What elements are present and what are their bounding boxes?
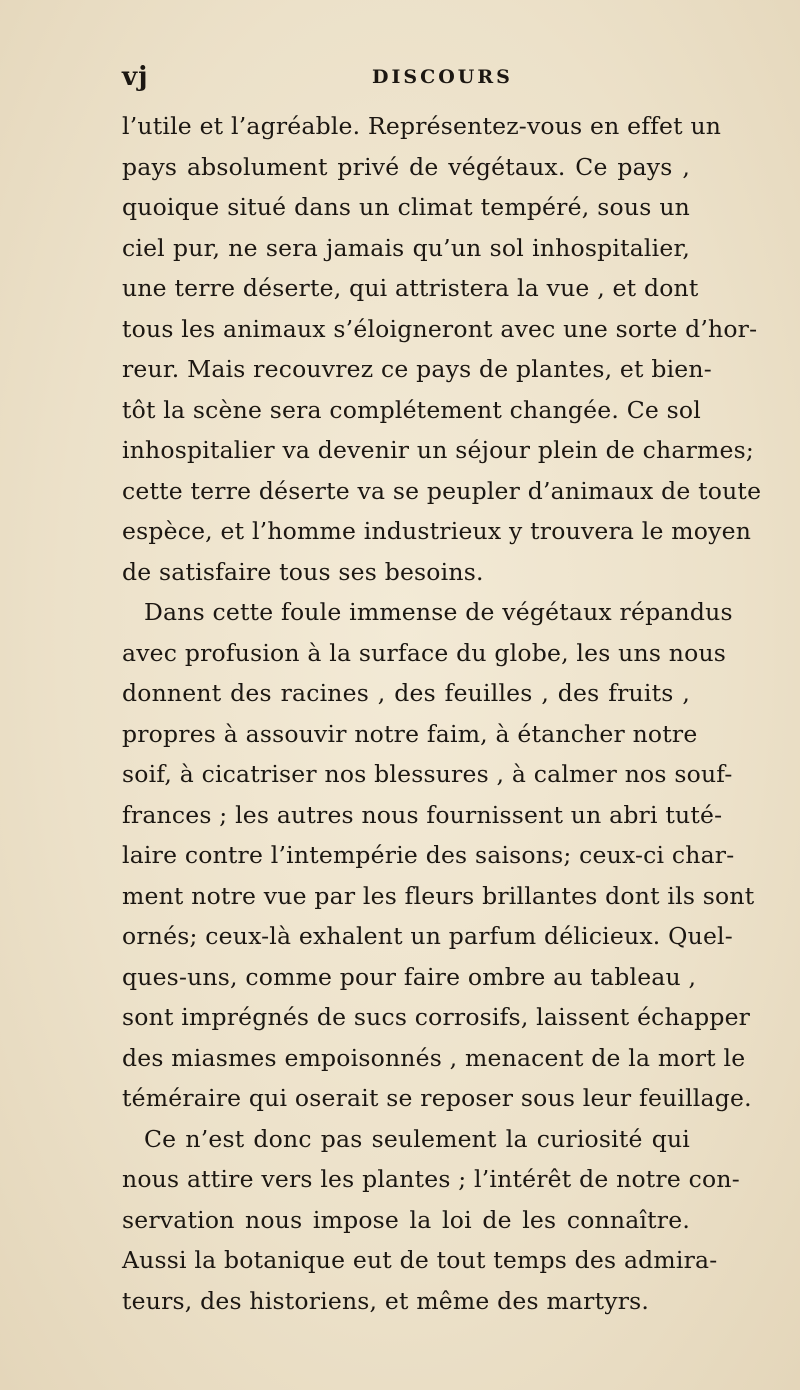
- body-text: [122, 106, 762, 1321]
- text-line: l’utile et l’agréable. Représentez-vous en effet un: [122, 112, 722, 140]
- text-line: nous attire vers les plantes ; l’intérêt de notre con-: [122, 1165, 740, 1193]
- text-line: Dans cette foule immense de végétaux répandus: [144, 598, 733, 626]
- text-line: teurs, des historiens, et même des martyrs.: [122, 1286, 650, 1315]
- text-line: quoique situé dans un climat tempéré, sous un: [122, 193, 690, 221]
- text-line: sont imprégnés de sucs corrosifs, laissent échapper: [122, 1003, 751, 1031]
- text-line: téméraire qui oserait se reposer sous leur feuillage.: [122, 1084, 752, 1112]
- text-line: ment notre vue par les fleurs brillantes dont ils sont: [122, 881, 755, 910]
- text-line: servation nous impose la loi de les connaître.: [122, 1205, 690, 1234]
- text-line: Aussi la botanique eut de tout temps des admira-: [122, 1246, 718, 1274]
- text-line: espèce, et l’homme industrieux y trouvera le moyen: [122, 517, 752, 545]
- running-head: DISCOURS: [372, 66, 513, 88]
- text-line: ornés; ceux-là exhalent un parfum délicieux. Quel-: [122, 922, 733, 950]
- text-line: ques-uns, comme pour faire ombre au tableau ,: [122, 962, 697, 991]
- text-line: pays absolument privé de végétaux. Ce pays ,: [122, 152, 690, 181]
- page-header: [122, 62, 682, 102]
- text-line: une terre déserte, qui attristera la vue , et dont: [122, 274, 699, 302]
- page-number: vj: [122, 62, 149, 92]
- text-line: frances ; les autres nous fournissent un abri tuté-: [122, 800, 723, 829]
- text-line: des miasmes empoisonnés , menacent de la mort le: [122, 1043, 746, 1072]
- text-line: de satisfaire tous ses besoins.: [122, 557, 484, 586]
- text-line: reur. Mais recouvrez ce pays de plantes, et bien-: [122, 355, 712, 383]
- text-line: tôt la scène sera complétement changée. Ce sol: [122, 395, 701, 424]
- text-line: propres à assouvir notre faim, à étancher notre: [122, 719, 698, 748]
- text-line: donnent des racines , des feuilles , des fruits ,: [122, 679, 690, 707]
- text-line: laire contre l’intempérie des saisons; ceux-ci char-: [122, 841, 735, 869]
- text-line: soif, à cicatriser nos blessures , à calmer nos souf-: [122, 760, 733, 788]
- text-line: ciel pur, ne sera jamais qu’un sol inhospitalier,: [122, 233, 690, 262]
- text-line: avec profusion à la surface du globe, les uns nous: [122, 638, 727, 667]
- text-line: inhospitalier va devenir un séjour plein de charmes;: [122, 436, 754, 464]
- text-line: tous les animaux s’éloigneront avec une sorte d’hor-: [122, 314, 758, 343]
- text-line: cette terre déserte va se peupler d’animaux de toute: [122, 476, 762, 505]
- text-line: Ce n’est donc pas seulement la curiosité qui: [144, 1124, 690, 1153]
